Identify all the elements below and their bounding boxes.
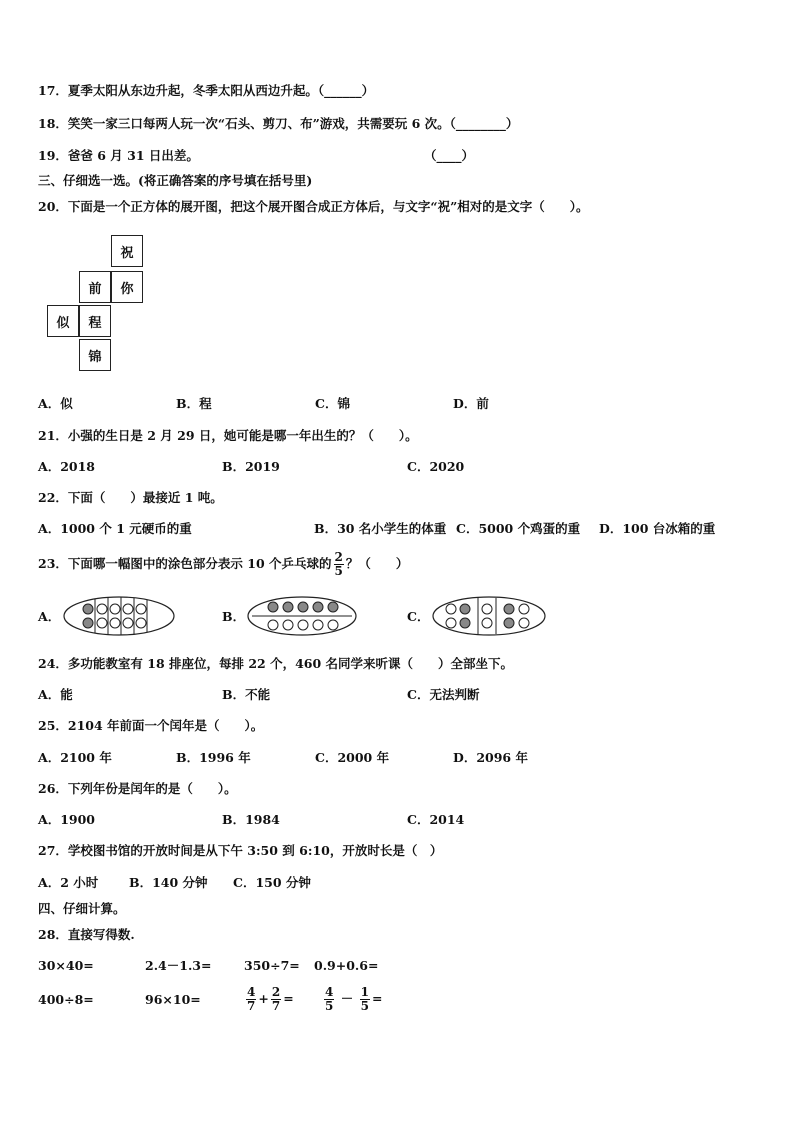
calc-item: 0.9+0.6=	[314, 958, 379, 973]
q25-option-c: C．2000 年	[315, 750, 390, 765]
denominator: 7	[271, 999, 281, 1013]
calc-item: 2.4－1.3=	[145, 958, 212, 973]
q23-fraction-numerator: 2	[334, 550, 343, 564]
fraction	[324, 986, 334, 1013]
q23-fraction-denominator: 5	[334, 564, 343, 578]
q22-option-a: A．1000 个 1 元硬币的重	[38, 521, 192, 536]
question-28: 28．直接写得数.	[38, 927, 135, 942]
question-19: 19．爸爸 6 月 31 日出差。	[38, 148, 199, 163]
net-cell-ni: 你	[111, 271, 143, 303]
q20-option-b: B．程	[176, 396, 212, 411]
numerator: 4	[325, 985, 334, 999]
q23-figure-c	[431, 595, 547, 637]
q26-option-a: A．1900	[38, 812, 95, 827]
q25-option-b: B．1996 年	[176, 750, 251, 765]
denominator: 7	[247, 999, 256, 1013]
fraction	[271, 986, 281, 1013]
q23-option-b-label: B．	[222, 609, 246, 624]
q27-option-b: B．140 分钟	[129, 875, 208, 890]
q23-fraction	[334, 551, 344, 578]
q22-option-b: B．30 名小学生的体重	[314, 521, 447, 536]
numerator: 2	[271, 985, 281, 999]
q22-option-d: D．100 台冰箱的重	[599, 521, 716, 536]
q25-option-a: A．2100 年	[38, 750, 112, 765]
net-cell-si: 似	[47, 305, 79, 337]
numerator: 1	[360, 985, 369, 999]
q26-option-b: B．1984	[222, 812, 280, 827]
net-cell-qian: 前	[79, 271, 111, 303]
q20-option-d: D．前	[453, 396, 489, 411]
calc-fraction-difference	[322, 984, 382, 1014]
equals-sign: =	[283, 991, 294, 1006]
denominator: 5	[360, 999, 369, 1013]
fraction	[246, 986, 256, 1013]
question-17: 17．夏季太阳从东边升起，冬季太阳从西边升起。（______）	[38, 83, 375, 98]
q21-option-b: B．2019	[222, 459, 280, 474]
calc-item: 30×40=	[38, 958, 94, 973]
q21-option-a: A．2018	[38, 459, 95, 474]
numerator: 4	[247, 985, 256, 999]
q23-option-c-label: C．	[407, 609, 430, 624]
q20-option-a: A．似	[38, 396, 73, 411]
q22-option-c: C．5000 个鸡蛋的重	[456, 521, 581, 536]
question-27: 27．学校图书馆的开放时间是从下午 3:50 到 6:10，开放时长是（ ）	[38, 843, 443, 858]
q25-option-d: D．2096 年	[453, 750, 528, 765]
question-21: 21．小强的生日是 2 月 29 日，她可能是哪一年出生的？（ ）。	[38, 428, 418, 443]
net-cell-cheng: 程	[79, 305, 111, 337]
question-19-blank: （____）	[424, 148, 475, 163]
q24-option-b: B．不能	[222, 687, 271, 702]
q27-option-c: C．150 分钟	[233, 875, 311, 890]
question-23	[38, 550, 408, 578]
fraction	[360, 986, 370, 1013]
q27-option-a: A．2 小时	[38, 875, 99, 890]
net-cell-zhu: 祝	[111, 235, 143, 267]
operator: +	[258, 991, 269, 1006]
equals-sign: =	[371, 991, 383, 1006]
calc-item: 400÷8=	[38, 992, 94, 1007]
section-4-heading: 四、仔细计算。	[38, 901, 126, 916]
q21-option-c: C．2020	[407, 459, 465, 474]
q23-text-post: ？（ ）	[345, 556, 409, 571]
question-26: 26．下列年份是闰年的是（ ）。	[38, 781, 237, 796]
q26-option-c: C．2014	[407, 812, 465, 827]
calc-fraction-sum	[244, 984, 294, 1014]
question-25: 25．2104 年前面一个闰年是（ ）。	[38, 718, 264, 733]
question-24: 24．多功能教室有 18 排座位，每排 22 个，460 名同学来听课（ ）全部坐下。	[38, 656, 514, 671]
q23-figure-a	[62, 595, 176, 637]
net-cell-jin: 锦	[79, 339, 111, 371]
calc-item: 96×10=	[145, 992, 201, 1007]
denominator: 5	[325, 999, 334, 1013]
question-20: 20．下面是一个正方体的展开图，把这个展开图合成正方体后，与文字“祝”相对的是文字（ ）。	[38, 199, 589, 214]
q24-option-c: C．无法判断	[407, 687, 480, 702]
section-3-heading: 三、仔细选一选。(将正确答案的序号填在括号里)	[38, 173, 313, 188]
question-22: 22．下面（ ）最接近 1 吨。	[38, 490, 223, 505]
calc-item: 350÷7=	[244, 958, 300, 973]
question-18: 18．笑笑一家三口每两人玩一次“石头、剪刀、布”游戏，共需要玩 6 次。（________）	[38, 116, 519, 131]
q23-option-a-label: A．	[38, 609, 61, 624]
q24-option-a: A．能	[38, 687, 73, 702]
q20-option-c: C．锦	[315, 396, 350, 411]
q23-text-pre: 23．下面哪一幅图中的涂色部分表示 10 个乒乓球的	[38, 556, 332, 571]
q23-figure-b	[246, 595, 358, 637]
operator: －	[340, 991, 354, 1006]
